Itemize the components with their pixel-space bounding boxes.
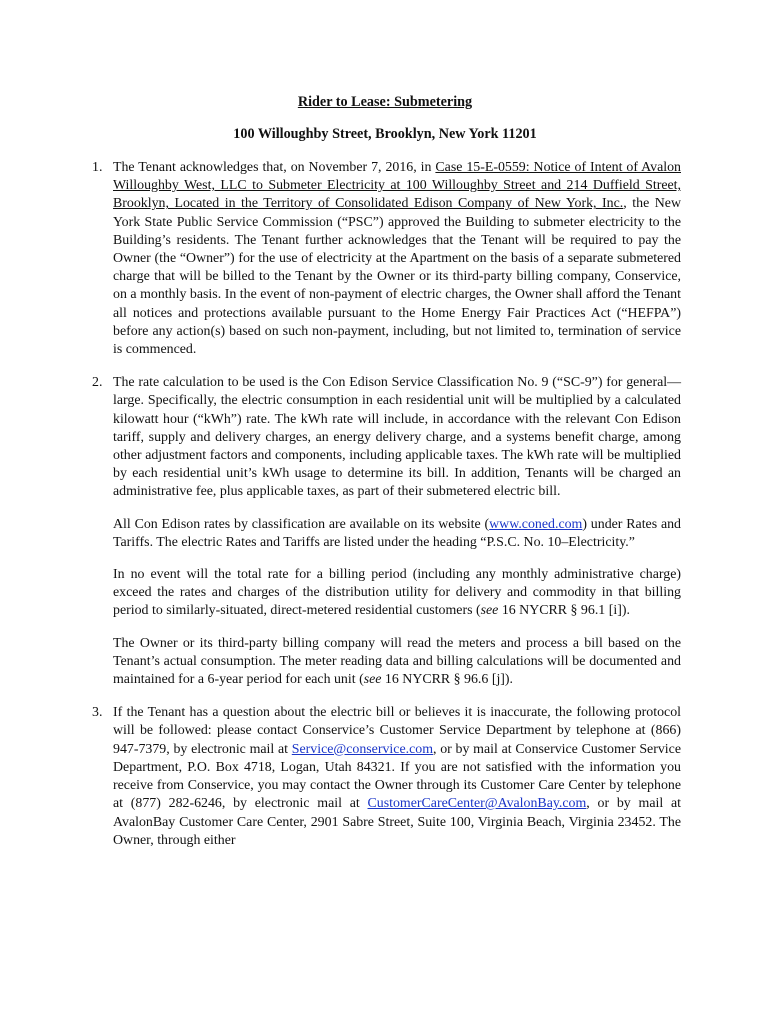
section-number: 2. bbox=[92, 375, 103, 391]
section-2 bbox=[92, 374, 681, 501]
conservice-email-link[interactable]: Service@conservice.com bbox=[291, 741, 434, 757]
customer-care-email-link[interactable]: CustomerCareCenter@AvalonBay.com bbox=[367, 796, 587, 812]
coned-website-link[interactable]: www.coned.com bbox=[489, 516, 583, 532]
section-1 bbox=[92, 159, 681, 359]
section-number: 3. bbox=[92, 705, 103, 721]
case-reference-link[interactable]: Case 15-E-0559: Notice of Intent of Avalon Willoughby West, LLC to Submeter Electricity at 100 Willoughby Street and 214 Duffield Street, Brooklyn, Located in the Territory of Consolidated Edison Company of New York, Inc. bbox=[113, 160, 681, 212]
section-2-rates-paragraph: All Con Edison rates by classification are available on its website (www.coned.com) under Rates and Tariffs. The electric Rates and Tariffs are listed under the heading “P.S.C. No. 10–Electricity.” bbox=[113, 516, 682, 550]
section-2-paragraph: The rate calculation to be used is the Con Edison Service Classification No. 9 (“SC-9”) for general—large. Specifically, the electric consumption in each residential unit will be multiplied by a calculated kilowatt hour (“kWh”) rate. The kWh rate will include, in accordance with the relevant Con Edison tariff, supply and delivery charges, an energy delivery charge, and a systems benefit charge, among other adjustment factors and components, including applicable taxes. The kWh rate will be multiplied by each residential unit’s kWh usage to determine its bill. In addition, Tenants will be charged an administrative fee, plus applicable taxes, as part of their submetered electric bill. bbox=[113, 375, 681, 500]
section-2-limit-paragraph: In no event will the total rate for a billing period (including any monthly administrative charge) exceed the rates and charges of the distribution utility for delivery and commodity in that billing period to similarly-situated, direct-metered residential customers (see 16 NYCRR § 96.1 [i]). bbox=[113, 567, 681, 619]
section-3 bbox=[92, 704, 681, 850]
section-2-meter-paragraph: The Owner or its third-party billing company will read the meters and process a bill based on the Tenant’s actual consumption. The meter reading data and billing calculations will be documented and maintained for a 6-year period for each unit (see 16 NYCRR § 96.6 [j]). bbox=[113, 635, 681, 688]
rider-body bbox=[92, 159, 681, 865]
property-address: 100 Willoughby Street, Brooklyn, New York 11201 bbox=[233, 126, 537, 142]
section-number: 1. bbox=[92, 160, 103, 175]
section-3-paragraph: If the Tenant has a question about the electric bill or believes it is inaccurate, the following protocol will be followed: please contact Conservice’s Customer Service Department by telephone at (866) 947-7379, by electronic mail at Service@conservice.com, or by mail at Conservice Customer Service Department, P.O. Box 4718, Logan, Utah 84321. If you are not satisfied with the information you receive from Conservice, you may contact the Owner through its Customer Care Center by telephone at (877) 282-6246, by electronic mail at CustomerCareCenter@AvalonBay.com, or by mail at AvalonBay Customer Care Center, 2901 Sabre Street, Suite 100, Virginia Beach, Virginia 23452. The Owner, through either bbox=[113, 705, 681, 848]
document-title: Rider to Lease: Submetering bbox=[297, 94, 473, 110]
section-1-paragraph: The Tenant acknowledges that, on November 7, 2016, in Case 15-E-0559: Notice of Intent of Avalon Willoughby West, LLC to Submeter Electricity at 100 Willoughby Street and 214 Duffield Street, Brooklyn, Located in the Territory of Consolidated Edison Company of New York, Inc., the New York State Public Service Commission (“PSC”) approved the Building to submeter electricity to the Building’s residents. The Tenant further acknowledges that the Tenant will be required to pay the Owner (the “Owner”) for the use of electricity at the Apartment on the basis of a separate submetered charge that will be billed to the Tenant by the Owner or its third-party billing company, Conservice, on a monthly basis. In the event of non-payment of electric charges, the Owner shall afford the Tenant all notices and protections available pursuant to the Home Energy Fair Practices Act (“HEFPA”) before any action(s) based on such non-payment, including, but not limited to, termination of service is commenced. bbox=[113, 160, 681, 358]
